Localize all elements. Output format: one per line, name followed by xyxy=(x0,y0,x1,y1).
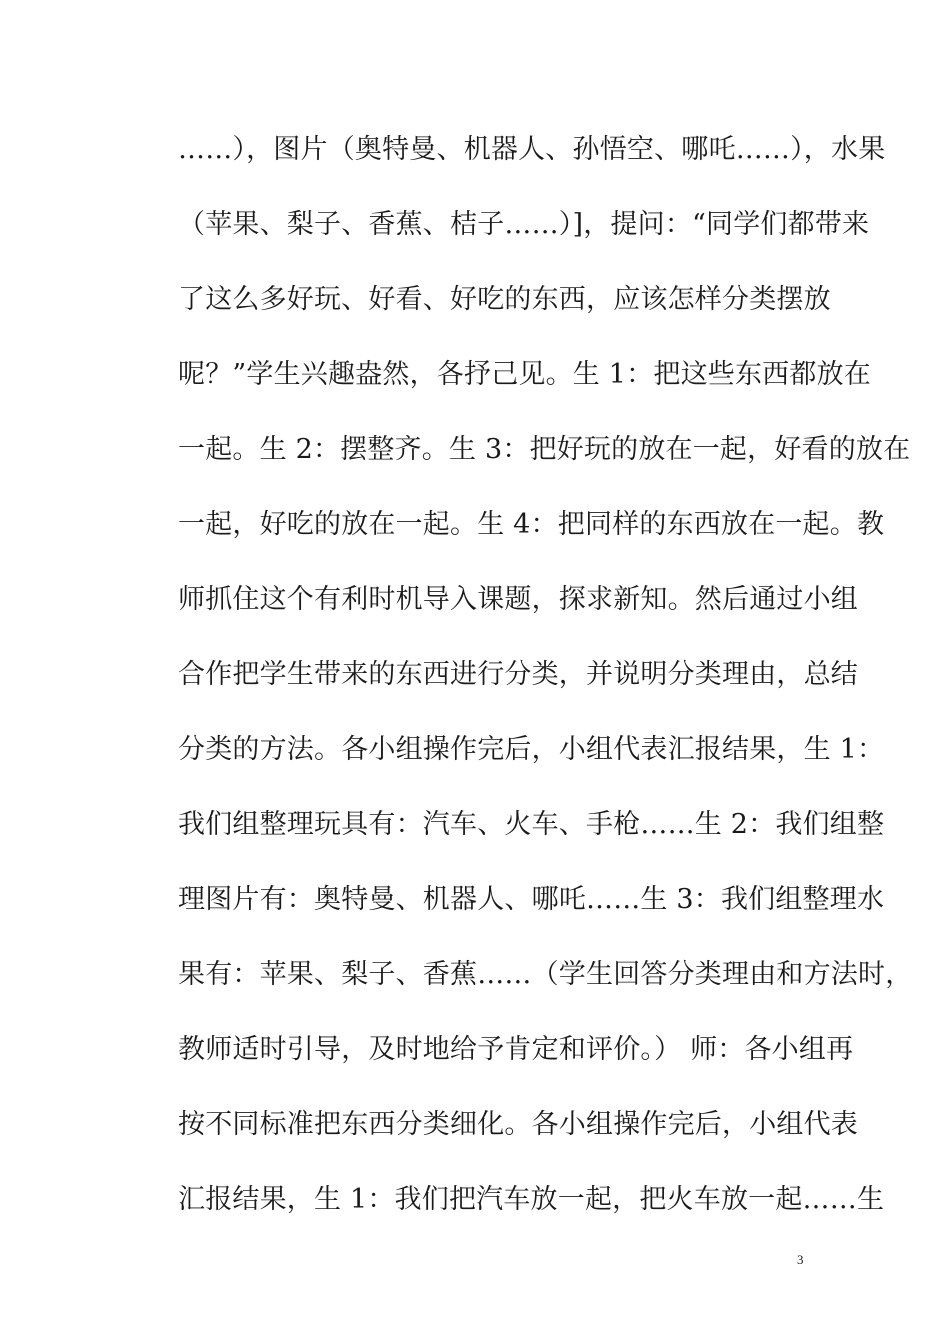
text-line: 果有：苹果、梨子、香蕉……（学生回答分类理由和方法时， xyxy=(178,959,913,990)
text-line: 分类的方法。各小组操作完后，小组代表汇报结果，生 1： xyxy=(178,734,885,765)
text-line: 教师适时引导，及时地给予肯定和评价。） 师：各小组再 xyxy=(178,1034,854,1065)
text-line: 合作把学生带来的东西进行分类，并说明分类理由，总结 xyxy=(178,659,858,690)
text-line: 呢？”学生兴趣盎然，各抒己见。生 1：把这些东西都放在 xyxy=(178,359,871,390)
text-line: （苹果、梨子、香蕉、桔子……）]，提问：“同学们都带来 xyxy=(178,209,870,240)
text-line: 按不同标准把东西分类细化。各小组操作完后，小组代表 xyxy=(178,1109,858,1140)
body-text xyxy=(178,130,913,1255)
text-line: 师抓住这个有利时机导入课题，探求新知。然后通过小组 xyxy=(178,584,858,615)
text-line: 我们组整理玩具有：汽车、火车、手枪……生 2：我们组整 xyxy=(178,809,885,840)
text-line: 了这么多好玩、好看、好吃的东西，应该怎样分类摆放 xyxy=(178,284,831,315)
text-line: 一起。生 2：摆整齐。生 3：把好玩的放在一起，好看的放在 xyxy=(178,434,911,465)
text-line: 汇报结果，生 1：我们把汽车放一起，把火车放一起……生 xyxy=(178,1184,885,1215)
text-line: 一起，好吃的放在一起。生 4：把同样的东西放在一起。教 xyxy=(178,509,885,540)
text-line: ……），图片（奥特曼、机器人、孙悟空、哪吒……），水果 xyxy=(178,134,886,165)
page-number: 3 xyxy=(797,1252,804,1267)
text-line: 理图片有：奥特曼、机器人、哪吒……生 3：我们组整理水 xyxy=(178,884,885,915)
